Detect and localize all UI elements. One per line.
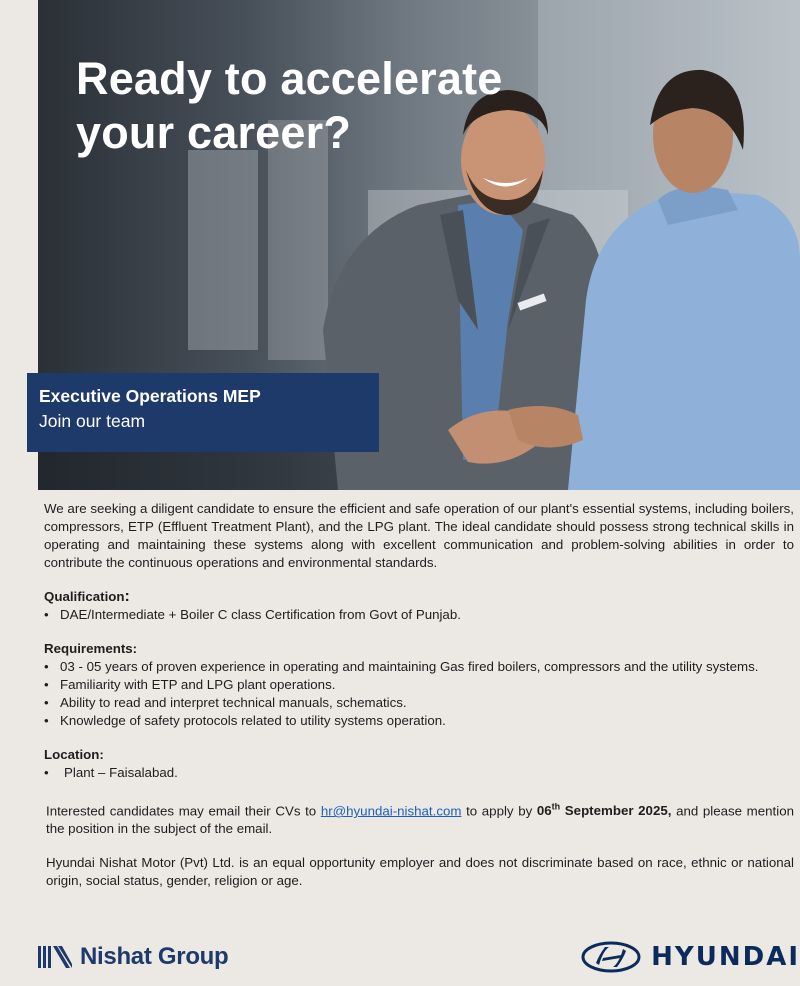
qualification-list bbox=[44, 606, 794, 624]
headline-line-2: your career? bbox=[76, 107, 352, 158]
list-item: • Ability to read and interpret technical manuals, schematics. bbox=[44, 694, 794, 712]
list-item: • Familiarity with ETP and LPG plant operations. bbox=[44, 676, 794, 694]
list-item: • Plant – Faisalabad. bbox=[44, 764, 794, 782]
nishat-group-logo bbox=[38, 940, 228, 974]
join-tagline: Join our team bbox=[39, 411, 146, 431]
qualification-section bbox=[44, 588, 794, 624]
location-heading: Location: bbox=[44, 747, 104, 762]
list-item: • DAE/Intermediate + Boiler C class Certification from Govt of Punjab. bbox=[44, 606, 794, 624]
deadline: 06th September 2025, bbox=[536, 802, 672, 819]
qualification-heading: Qualification: bbox=[44, 588, 130, 605]
hyundai-logo bbox=[581, 938, 800, 976]
headline-line-1: Ready to accelerate bbox=[76, 53, 503, 104]
job-title-banner bbox=[27, 373, 379, 452]
job-title: Executive Operations MEP bbox=[39, 386, 261, 406]
equal-opportunity-statement: Hyundai Nishat Motor (Pvt) Ltd. is an equal opportunity employer and does not discriminate based on race, ethnic or national origin, social status, gender, religion or age. bbox=[46, 855, 794, 889]
nishat-stripes-icon bbox=[38, 944, 72, 970]
email-link[interactable]: hr@hyundai-nishat.com bbox=[320, 803, 462, 819]
requirements-list bbox=[44, 658, 794, 730]
hyundai-wordmark: HYUNDAI bbox=[651, 942, 800, 972]
hyundai-h-emblem-icon bbox=[581, 941, 641, 973]
list-item: • Knowledge of safety protocols related to utility systems operation. bbox=[44, 712, 794, 730]
list-item: • 03 - 05 years of proven experience in operating and maintaining Gas fired boilers, compressors and the utility systems. bbox=[44, 658, 794, 676]
intro-paragraph: We are seeking a diligent candidate to ensure the efficient and safe operation of our plant's essential systems, including boilers, compressors, ETP (Effluent Treatment Plant), and the LPG plant. The ideal candidate should possess strong technical skills in operating and maintaining these systems along with excellent communication and problem-solving abilities in order to contribute the continuous operations and environmental standards. bbox=[44, 501, 794, 570]
requirements-section bbox=[44, 640, 794, 730]
job-description bbox=[44, 500, 794, 890]
location-list bbox=[44, 764, 794, 782]
hero-headline bbox=[76, 52, 503, 160]
location-section bbox=[44, 746, 794, 782]
requirements-heading: Requirements: bbox=[44, 641, 138, 656]
nishat-group-wordmark: Nishat Group bbox=[80, 943, 229, 970]
apply-instructions: Interested candidates may email their CVs to hr@hyundai-nishat.com to apply by 06th September 2025, and please mention the position in the subject of the email. bbox=[46, 802, 794, 837]
